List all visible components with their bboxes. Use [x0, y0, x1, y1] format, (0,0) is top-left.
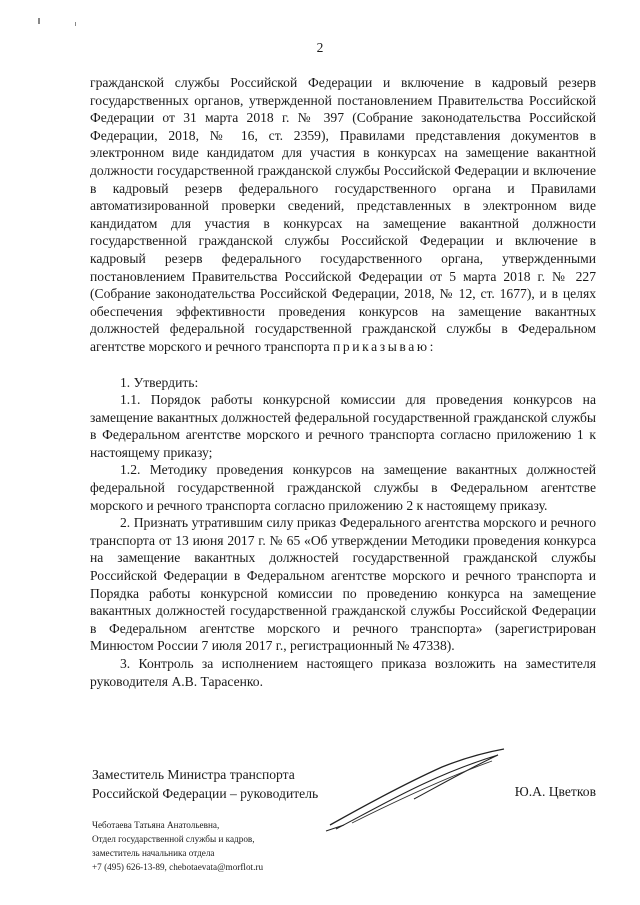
executor-department: Отдел государственной службы и кадров, — [92, 834, 255, 844]
document-body — [90, 74, 596, 690]
item-1-2: 1.2. Методику проведения конкурсов на замещение вакантных должностей федеральной государственной гражданской службы в Федеральном агентстве морского и речного транспорта согласно приложению 2 к настоящему приказу. — [90, 462, 596, 513]
item-3: 3. Контроль за исполнением настоящего приказа возложить на заместителя руководителя А.В. Тарасенко. — [90, 656, 596, 689]
executor-info — [92, 818, 392, 874]
scan-mark — [38, 18, 40, 24]
intro-paragraph — [90, 74, 596, 356]
executor-position: заместитель начальника отдела — [92, 848, 215, 858]
item-1-1: 1.1. Порядок работы конкурсной комиссии для проведения конкурсов на замещение вакантных должностей федеральной государственной гражданской службы в Федеральном агентстве морского и речного транспорта согласно приложению 1 к настоящему приказу; — [90, 392, 596, 460]
item-1: 1. Утвердить: — [120, 374, 199, 390]
signatory-name: Ю.А. Цветков — [514, 784, 596, 799]
scan-mark — [75, 22, 76, 26]
page-number: 2 — [316, 40, 324, 55]
intro-text: гражданской службы Российской Федерации и включение в кадровый резерв государственных органов, утвержденной постановлением Правительства Российской Федерации от 31 марта 2018 г. № 397 (Собрание законодательства Российской Федерации, 2018, № 16, ст. 2359), Правилами представления документов в электронном виде кандидатом для участия в конкурсах на замещение вакантной должности государственной гражданской службы Российской Федерации и включение в кадровый резерв федерального государственного органа и Правилами автоматизированной проверки сведений, представленных в электронном виде кандидатом для участия в конкурсах на замещение вакантной должности государственной гражданской службы Российской Федерации и включение в кадровый резерв федерального государственного органа, утвержденными постановлением Правительства Российской Федерации от 5 марта 2018 г. № 227 (Собрание законодательства Российской Федерации, 2018, № 12, ст. 1677), и в целях обеспечения эффективности проведения конкурсов на замещение вакантных должностей федеральной государственной гражданской службы в Федеральном агентстве морского и речного транспорта — [90, 75, 596, 354]
signatory-title-line-1: Заместитель Министра транспорта — [92, 767, 295, 782]
order-word: приказываю: — [332, 338, 437, 354]
executor-contact: +7 (495) 626-13-89, chebotaevata@morflot.ru — [92, 862, 264, 872]
item-2: 2. Признать утратившим силу приказ Федерального агентства морского и речного транспорта от 13 июня 2017 г. № 65 «Об утверждении Методики проведения конкурса на замещение вакантных должностей государственной гражданской службы Российской Федерации в Федеральном агентстве морского и речного транспорта и Порядка работы конкурсной комиссии по проведению конкурса на замещение вакантных должностей государственной гражданской службы Российской Федерации в Федеральном агентстве морского и речного транспорта» (зарегистрирован Минюстом России 7 июля 2017 г., регистрационный № 47338). — [90, 515, 596, 654]
executor-name: Чеботаева Татьяна Анатольевна, — [92, 820, 220, 830]
signatory-title-line-2: Российской Федерации – руководитель — [92, 786, 319, 801]
